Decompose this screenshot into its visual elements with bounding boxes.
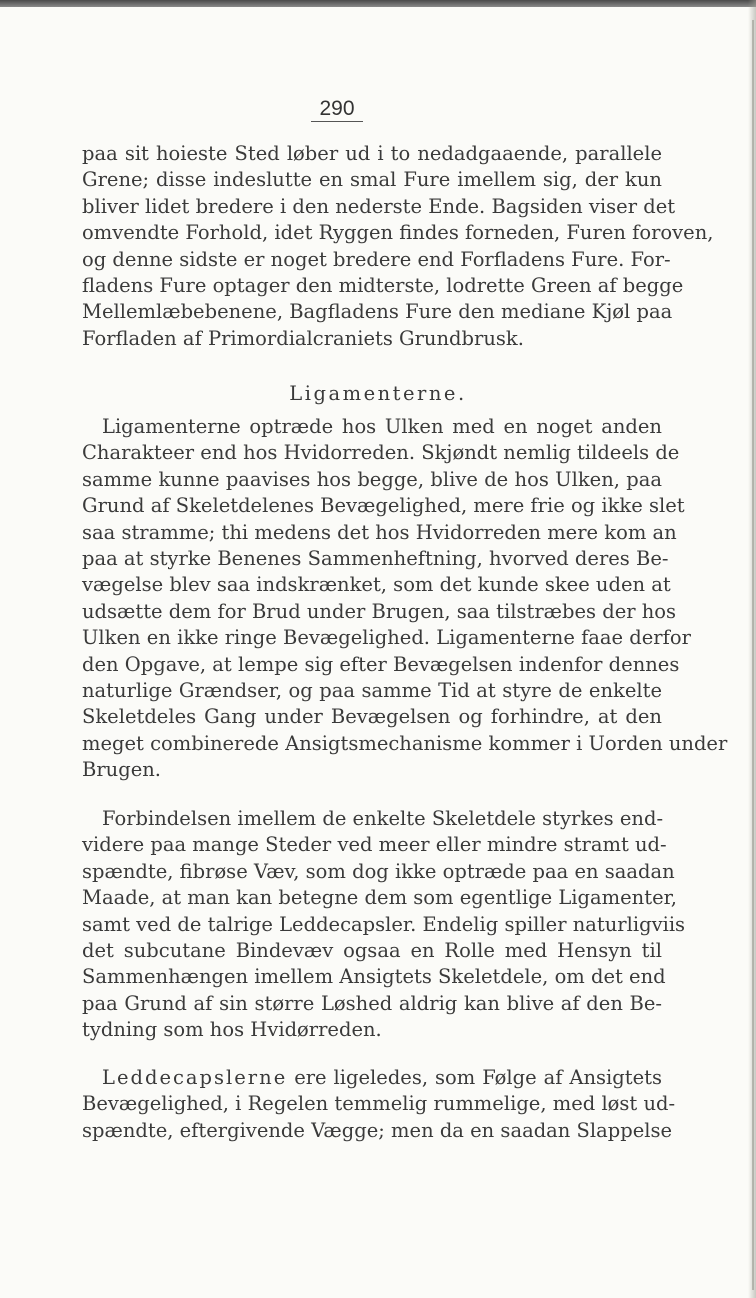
text-line: den Opgave, at lempe sig efter Bevægelsen indenfor dennes [82,652,680,676]
text-line: Ulken en ikke ringe Bevægelighed. Ligamenterne faae derfor [82,626,691,650]
text-line: Mellemlæbebenene, Bagfladens Fure den mediane Kjøl paa [82,300,673,324]
text-line: saa stramme; thi medens det hos Hvidorreden mere kom an [82,520,677,544]
text-line: vægelse blev saa indskrænket, som det kunde skee uden at [82,573,671,597]
text-line: tydning som hos Hvidørreden. [82,1018,382,1042]
text-line: Forbindelsen imellem de enkelte Skeletdele styrkes end- [102,807,664,830]
paragraph-2 [82,414,728,784]
text-line: Grund af Skeletdelenes Bevægelighed, mere frie og ikke slet [82,494,685,518]
text-line: paa Grund af sin større Løshed aldrig kan blive af den Be- [82,991,662,1015]
text-line: Brugen. [82,758,161,782]
page-edge-line [752,20,754,1290]
page-top-border [0,0,756,7]
text-line: Charakteer end hos Hvidorreden. Skjøndt nemlig tildeels de [82,441,680,465]
text-line: fladens Fure optager den midterste, lodrette Green af begge [82,274,684,298]
text-line: samt ved de talrige Leddecapsler. Endelig spiller naturligviis [82,912,686,936]
text-line: Sammenhængen imellem Ansigtets Skeletdele, om det end [82,965,666,989]
text-line: videre paa mange Steder ved meer eller mindre stramt ud- [82,833,667,857]
text-line: meget combinerede Ansigtsmechanisme kommer i Uorden under [82,731,728,755]
page-number: 290 [311,97,363,122]
text-line: omvendte Forhold, idet Ryggen findes forneden, Furen foroven, [82,221,714,245]
text-line: spændte, eftergivende Vægge; men da en saadan Slappelse [82,1118,673,1142]
section-heading: Ligamenterne. [289,382,467,405]
text-line: naturlige Grændser, og paa samme Tid at styre de enkelte [82,679,662,703]
text-line: spændte, fibrøse Væv, som dog ikke optræde paa en saadan [82,859,675,883]
text-line: Bevægelighed, i Regelen temmelig rummelige, med løst ud- [82,1092,676,1116]
text-line: paa sit hoieste Sted løber ud i to nedadgaaende, parallele [82,142,662,165]
text-line: udsætte dem for Brud under Brugen, saa tilstræbes der hos [82,599,677,623]
text-line-rest: ere ligeledes, som Følge af Ansigtets [287,1066,662,1089]
text-line: bliver lidet bredere i den nederste Ende. Bagsiden viser det [82,194,676,218]
text-line: Skeletdeles Gang under Bevægelsen og forhindre, at den [82,705,662,729]
text-line: Grene; disse indeslutte en smal Fure imellem sig, der kun [82,168,662,192]
text-line: paa at styrke Benenes Sammenheftning, hvorved deres Be- [82,547,669,571]
text-line: Ligamenterne optræde hos Ulken med en noget anden [102,415,662,438]
paragraph-4 [82,1065,676,1144]
text-line [82,1065,662,1091]
text-line: Forfladen af Primordialcraniets Grundbrusk. [82,326,524,350]
text-line: Maade, at man kan betegne dem som egentlige Ligamenter, [82,886,677,910]
paragraph-1 [82,141,714,352]
text-line: samme kunne paavises hos begge, blive de hos Ulken, paa [82,467,662,491]
text-line: det subcutane Bindevæv ogsaa en Rolle med Hensyn til [82,939,662,963]
paragraph-lead-term: Leddecapslerne [102,1066,288,1089]
paragraph-3 [82,806,686,1044]
text-line: og denne sidste er noget bredere end Forfladens Fure. For- [82,247,671,271]
